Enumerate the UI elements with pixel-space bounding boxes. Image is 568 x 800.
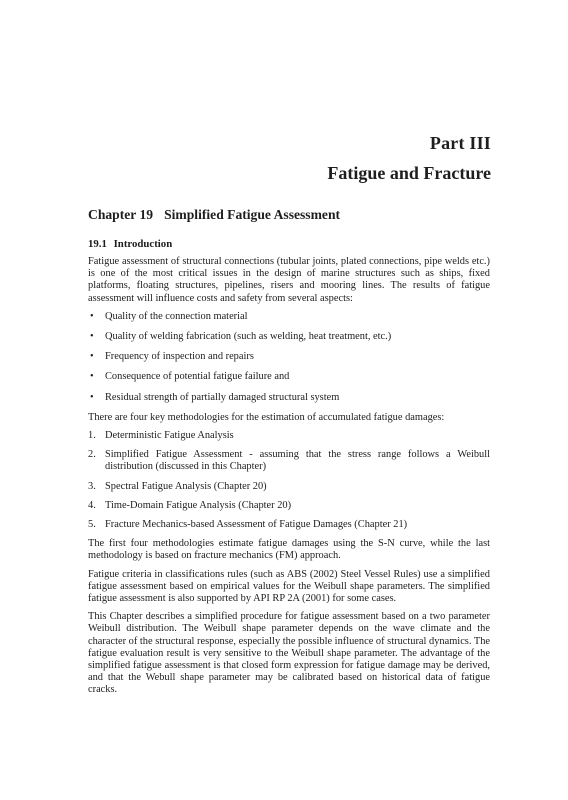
aspects-list (88, 311, 490, 404)
chapter-number: Chapter 19 (88, 207, 154, 222)
paragraph: There are four key methodologies for the estimation of accumulated fatigue damages: (88, 411, 445, 423)
chapter-title: Simplified Fatigue Assessment (164, 207, 341, 222)
list-item: 3. Spectral Fatigue Analysis (Chapter 20) (88, 480, 267, 492)
paragraph: Fatigue assessment of structural connections (tubular joints, plated connections, pipe welds etc.) is one of the most critical issues in the design of marine structures such as ships, fixed platforms, floating structures, pipelines, risers and mooring lines. The results of fatigue assessment will influence costs and safety from several aspects: (88, 256, 490, 304)
part-label: Part III (429, 133, 491, 153)
list-item: • Quality of welding fabrication (such as welding, heat treatment, etc.) (90, 331, 392, 343)
list-number: 5. (88, 519, 96, 531)
list-number: 2. (88, 449, 96, 461)
methodologies-list (88, 430, 490, 531)
body-text (88, 256, 490, 703)
bullet-marker: • (90, 371, 94, 383)
bullet-marker: • (90, 351, 94, 363)
paragraph: Fatigue criteria in classifications rules (such as ABS (2002) Steel Vessel Rules) use a simplified fatigue assessment based on empirical values for the Weibull shape parameters. The simplified fatigue assessment is also supported by API RP 2A (2001) for some cases. (88, 568, 490, 605)
section-title: Introduction (113, 238, 173, 250)
list-item: 5. Fracture Mechanics-based Assessment of Fatigue Damages (Chapter 21) (88, 519, 408, 531)
list-item: 2. Simplified Fatigue Assessment - assuming that the stress range follows a Weibull distribution (discussed in this Chapter) (88, 449, 490, 473)
list-item: 4. Time-Domain Fatigue Analysis (Chapter 20) (88, 499, 292, 511)
bullet-marker: • (90, 391, 94, 403)
list-number: 4. (88, 499, 96, 511)
list-item: • Residual strength of partially damaged structural system (90, 391, 340, 403)
paragraph: The first four methodologies estimate fatigue damages using the S-N curve, while the last methodology is based on fracture mechanics (FM) approach. (88, 538, 490, 562)
list-number: 3. (88, 480, 96, 492)
list-number: 1. (88, 430, 96, 442)
bullet-marker: • (90, 310, 94, 322)
section-number: 19.1 (88, 238, 107, 250)
part-title: Fatigue and Fracture (327, 163, 491, 183)
section-heading (88, 238, 172, 250)
list-item: 1. Deterministic Fatigue Analysis (88, 430, 234, 442)
list-item: • Frequency of inspection and repairs (90, 351, 254, 363)
bullet-marker: • (90, 331, 94, 343)
list-item: • Consequence of potential fatigue failure and (90, 371, 290, 383)
chapter-heading (88, 207, 340, 223)
paragraph: This Chapter describes a simplified procedure for fatigue assessment based on a two parameter Weibull distribution. The Weibull shape parameter depends on the wave climate and the character of the structural response, especially the possible influence of structural dynamics. The fatigue evaluation result is very sensitive to the Weibull shape parameter. The advantage of the simplified fatigue assessment is that closed form expression for fatigue damage may be derived, and that the Webull shape parameter may be calibrated based on historical data of fatigue cracks. (88, 611, 491, 696)
list-item: • Quality of the connection material (90, 310, 248, 322)
